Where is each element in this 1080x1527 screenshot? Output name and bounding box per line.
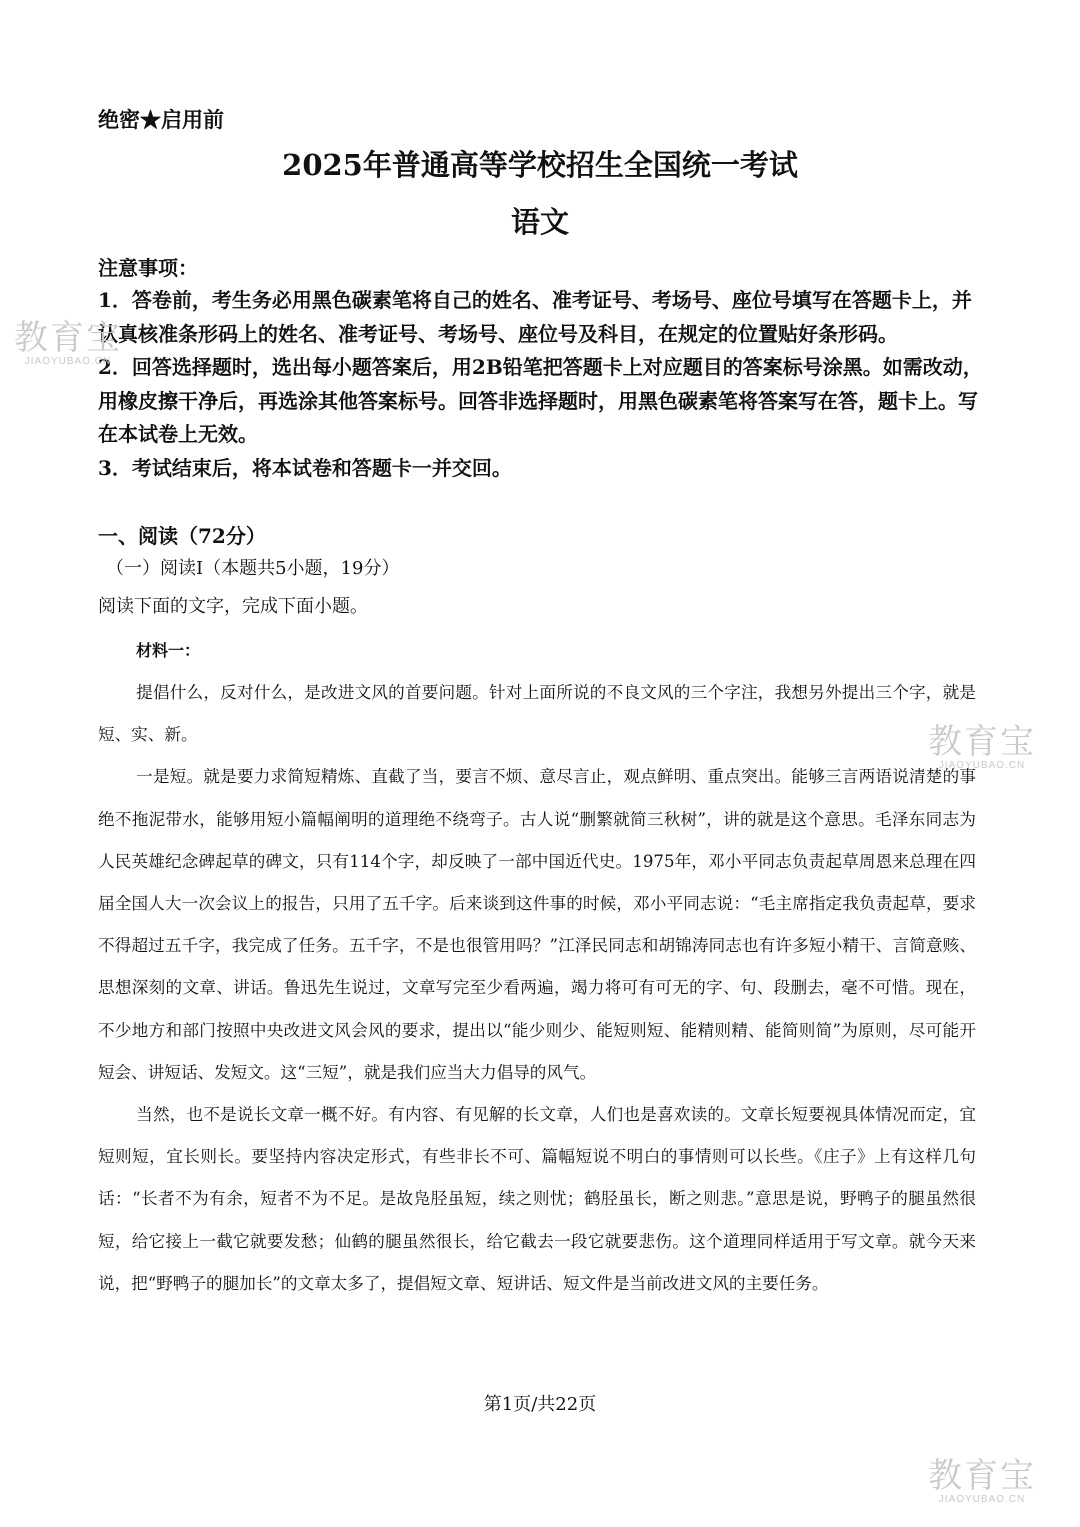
watermark-logo — [928, 724, 1036, 771]
notice-item: 2．回答选择题时，选出每小题答案后，用2B铅笔把答题卡上对应题目的答案标号涂黑。如需改动，用橡皮擦干净后，再选涂其他答案标号。回答非选择题时，用黑色碳素笔将答案写在答，题卡上。写在本试卷上无效。 — [98, 355, 983, 446]
reading-instruction: 阅读下面的文字，完成下面小题。 — [98, 596, 368, 617]
notice-item: 1．答卷前，考生务必用黑色碳素笔将自己的姓名、准考证号、考场号、座位号填写在答题卡上，并认真核准条形码上的姓名、准考证号、考场号、座位号及科目，在规定的位置贴好条形码。 — [98, 288, 972, 346]
watermark-url: JIAOYUBAO.CN — [938, 760, 1026, 771]
paragraph: 一是短。就是要力求简短精炼、直截了当，要言不烦、意尽言止，观点鲜明、重点突出。能够三言两语说清楚的事绝不拖泥带水，能够用短小篇幅阐明的道理绝不绕弯子。古人说“删繁就简三秋树”，讲的就是这个意思。毛泽东同志为人民英雄纪念碑起草的碑文，只有114个字，却反映了一部中国近代史。1975年，邓小平同志负责起草周恩来总理在四届全国人大一次会议上的报告，只用了五千字。后来谈到这件事的时候，邓小平同志说：“毛主席指定我负责起草，要求不得超过五千字，我完成了任务。五千字，不是也很管用吗？”江泽民同志和胡锦涛同志也有许多短小精干、言简意赅、思想深刻的文章、讲话。鲁迅先生说过，文章写完至少看两遍，竭力将可有可无的字、句、段删去，毫不可惜。现在，不少地方和部门按照中央改进文风会风的要求，提出以“能少则少、能短则短、能精则精、能简则简”为原则，尽可能开短会、讲短话、发短文。这“三短”，就是我们应当大力倡导的风气。 — [98, 767, 976, 1082]
watermark-text: 教育宝 — [928, 1457, 1036, 1495]
watermark-url: JIAOYUBAO.CN — [938, 1494, 1026, 1505]
notice-list — [98, 284, 988, 485]
material-text — [98, 672, 976, 1305]
material-label: 材料一： — [136, 641, 201, 660]
watermark-text: 教育宝 — [928, 723, 1036, 761]
watermark-logo — [14, 320, 122, 367]
page-number: 第1页/共22页 — [483, 1394, 597, 1415]
paragraph: 提倡什么，反对什么，是改进文风的首要问题。针对上面所说的不良文风的三个字注，我想另外提出三个字，就是短、实、新。 — [98, 683, 976, 745]
section-subheading: （一）阅读I（本题共5小题，19分） — [106, 558, 400, 579]
watermark-url: JIAOYUBAO.CN — [24, 356, 112, 367]
exam-title: 2025年普通高等学校招生全国统一考试 — [282, 148, 798, 182]
paragraph: 当然，也不是说长文章一概不好。有内容、有见解的长文章，人们也是喜欢读的。文章长短要视具体情况而定，宜短则短，宜长则长。要坚持内容决定形式，有些非长不可、篇幅短说不明白的事情则可以长些。《庄子》上有这样几句话：“长者不为有余，短者不为不足。是故凫胫虽短，续之则忧；鹤胫虽长，断之则悲。”意思是说，野鸭子的腿虽然很短，给它接上一截它就要发愁；仙鹤的腿虽然很长，给它截去一段它就要悲伤。这个道理同样适用于写文章。就今天来说，把“野鸭子的腿加长”的文章太多了，提倡短文章、短讲话、短文件是当前改进文风的主要任务。 — [98, 1105, 976, 1293]
watermark-text: 教育宝 — [14, 319, 122, 357]
watermark-logo — [928, 1458, 1036, 1505]
notice-heading: 注意事项： — [98, 256, 198, 280]
subject-title: 语文 — [510, 205, 569, 239]
secret-mark: 绝密★启用前 — [98, 107, 224, 132]
section-heading: 一、阅读（72分） — [98, 524, 266, 548]
notice-item: 3．考试结束后，将本试卷和答题卡一并交回。 — [98, 455, 512, 480]
